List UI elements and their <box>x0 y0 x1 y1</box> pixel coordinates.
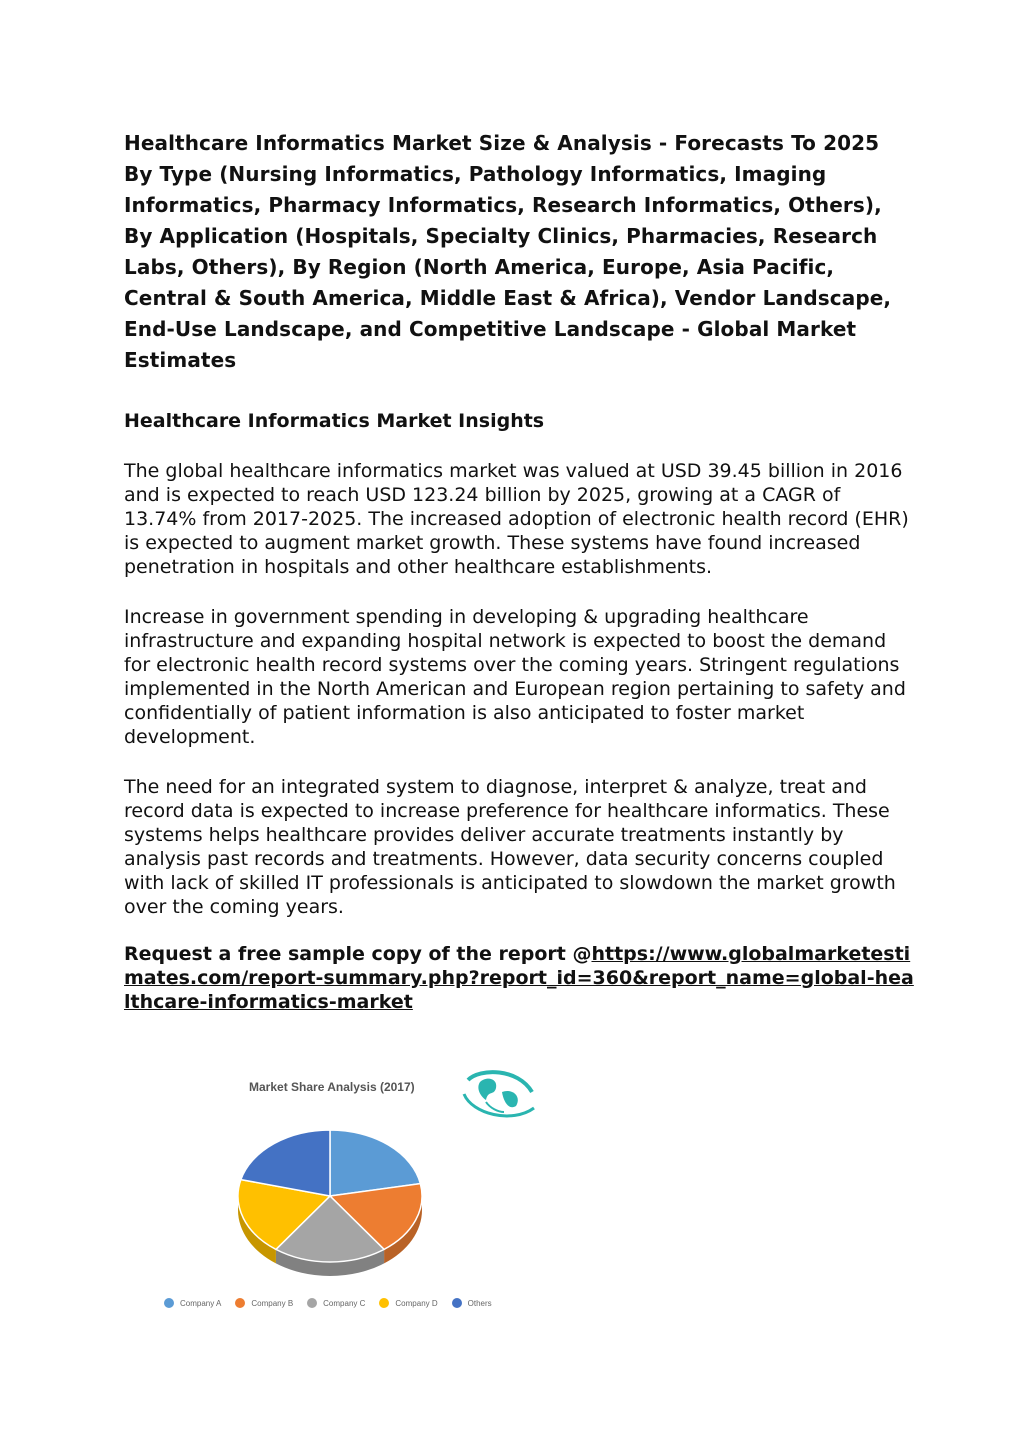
legend-item-company-c <box>307 1298 365 1308</box>
pie-chart-svg <box>160 1066 460 1296</box>
report-link[interactable]: https://www.globalmarketestimates.com/report-summary.php?report_id=360&report_name=global-healthcare-informatics-market <box>124 943 914 1013</box>
document-title: Healthcare Informatics Market Size & Analysis - Forecasts To 2025 By Type (Nursing Informatics, Pathology Informatics, Imaging Informatics, Pharmacy Informatics, Research Informatics, Others), By Application (Hospitals, Specialty Clinics, Pharmacies, Research Labs, Others), By Region (North America, Europe, Asia Pacific, Central & South America, Middle East & Africa), Vendor Landscape, End-Use Landscape, and Competitive Landscape - Global Market Estimates <box>124 131 892 372</box>
globe-logo-icon <box>458 1068 538 1124</box>
paragraph-1: The global healthcare informatics market was valued at USD 39.45 billion in 2016 and is expected to reach USD 123.24 billion by 2025, growing at a CAGR of 13.74% from 2017-2025. The increased adoption of electronic health record (EHR) is expected to augment market growth. These systems have found increased penetration in hospitals and other healthcare establishments. <box>124 460 909 578</box>
legend-label: Others <box>467 1298 492 1308</box>
legend-swatch <box>307 1298 317 1308</box>
sample-request-text: Request a free sample copy of the report @ <box>124 943 592 965</box>
document-page <box>124 128 914 1014</box>
sample-request <box>124 942 914 1014</box>
legend-swatch <box>164 1298 174 1308</box>
section-heading: Healthcare Informatics Market Insights <box>124 410 545 432</box>
legend-label: Company C <box>323 1298 366 1308</box>
paragraph-3: The need for an integrated system to diagnose, interpret & analyze, treat and record data is expected to increase preference for healthcare informatics. These systems helps healthcare provides deliver accurate treatments instantly by analysis past records and treatments. However, data security concerns coupled with lack of skilled IT professionals is anticipated to slowdown the market growth over the coming years. <box>124 776 896 918</box>
legend-item-company-a <box>164 1298 221 1308</box>
paragraph-2: Increase in government spending in developing & upgrading healthcare infrastructure and expanding hospital network is expected to boost the demand for electronic health record systems over the coming years. Stringent regulations implemented in the North American and European region pertaining to safety and confidentially of patient information is also anticipated to foster market development. <box>124 606 906 748</box>
legend-item-others <box>452 1298 492 1308</box>
legend-item-company-d <box>379 1298 437 1308</box>
market-share-chart <box>160 1066 550 1326</box>
legend-label: Company D <box>395 1298 438 1308</box>
legend-swatch <box>452 1298 462 1308</box>
legend-swatch <box>379 1298 389 1308</box>
chart-title: Market Share Analysis (2017) <box>249 1080 415 1094</box>
chart-legend <box>164 1298 492 1308</box>
legend-label: Company A <box>180 1298 222 1308</box>
legend-swatch <box>235 1298 245 1308</box>
legend-label: Company B <box>251 1298 294 1308</box>
legend-item-company-b <box>235 1298 293 1308</box>
